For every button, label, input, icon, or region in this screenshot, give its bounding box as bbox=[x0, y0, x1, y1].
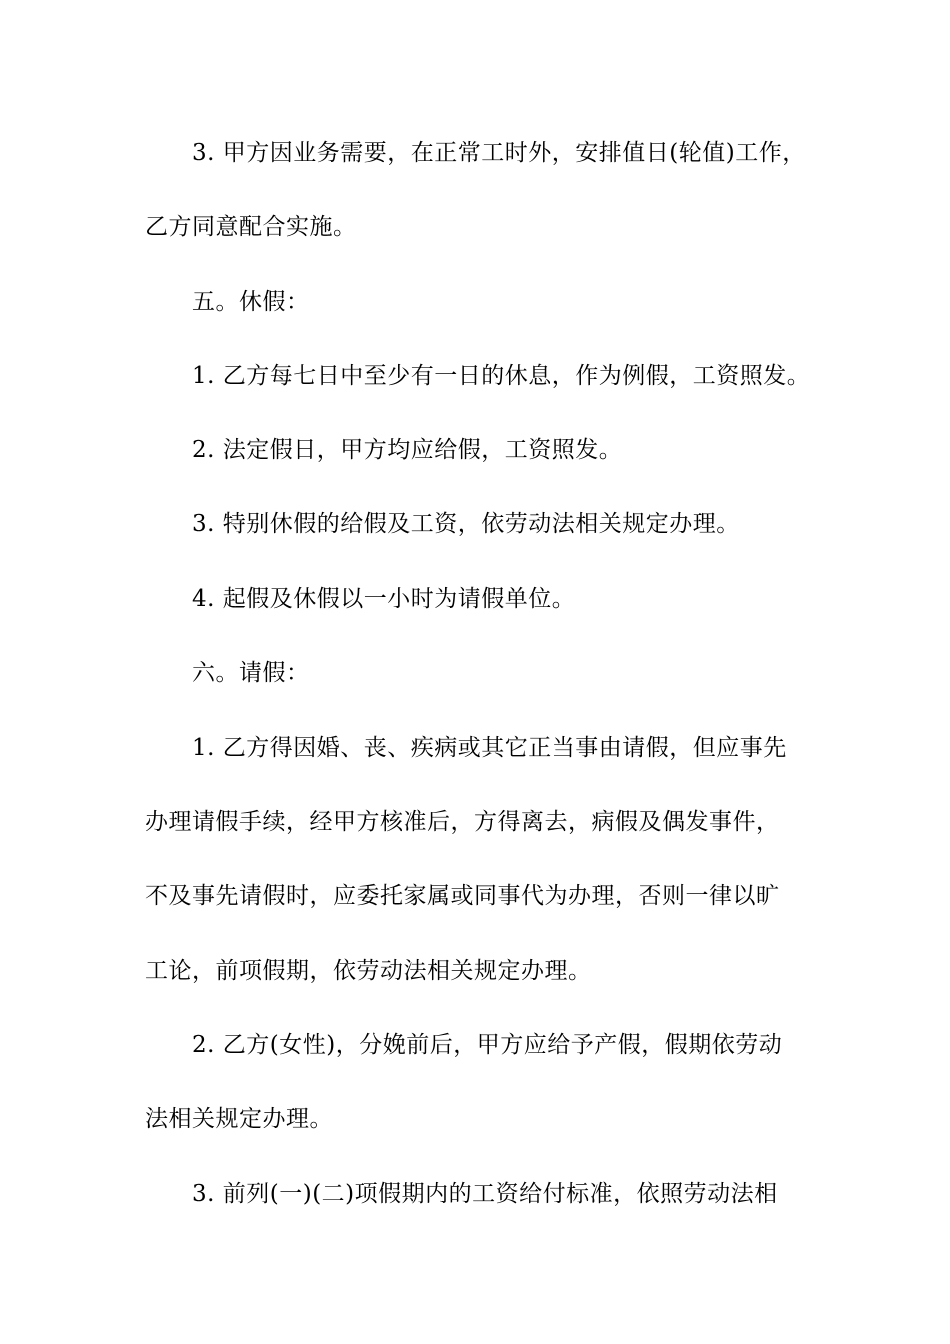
paragraph-line: 4. 起假及休假以一小时为请假单位。 bbox=[192, 586, 576, 612]
paragraph-line: 3. 特别休假的给假及工资，依劳动法相关规定办理。 bbox=[192, 511, 740, 537]
paragraph-line: 1. 乙方得因婚、丧、疾病或其它正当事由请假，但应事先 bbox=[192, 735, 787, 761]
paragraph-line: 1. 乙方每七日中至少有一日的休息，作为例假，工资照发。 bbox=[192, 363, 811, 389]
paragraph-line: 乙方同意配合实施。 bbox=[145, 214, 357, 240]
paragraph-line: 办理请假手续，经甲方核准后，方得离去，病假及偶发事件， bbox=[145, 809, 780, 835]
paragraph-line: 不及事先请假时，应委托家属或同事代为办理，否则一律以旷 bbox=[145, 883, 780, 909]
paragraph-line: 2. 乙方(女性)，分娩前后，甲方应给予产假，假期依劳动 bbox=[192, 1032, 783, 1058]
paragraph-line: 3. 甲方因业务需要，在正常工时外，安排值日(轮值)工作， bbox=[192, 140, 806, 166]
paragraph-line: 3. 前列(一)(二)项假期内的工资给付标准，依照劳动法相 bbox=[192, 1181, 778, 1207]
paragraph-line: 法相关规定办理。 bbox=[145, 1106, 333, 1132]
section-heading: 五。休假： bbox=[192, 289, 310, 315]
section-heading: 六。请假： bbox=[192, 660, 310, 686]
paragraph-line: 2. 法定假日，甲方均应给假，工资照发。 bbox=[192, 437, 623, 463]
paragraph-line: 工论，前项假期，依劳动法相关规定办理。 bbox=[145, 958, 592, 984]
